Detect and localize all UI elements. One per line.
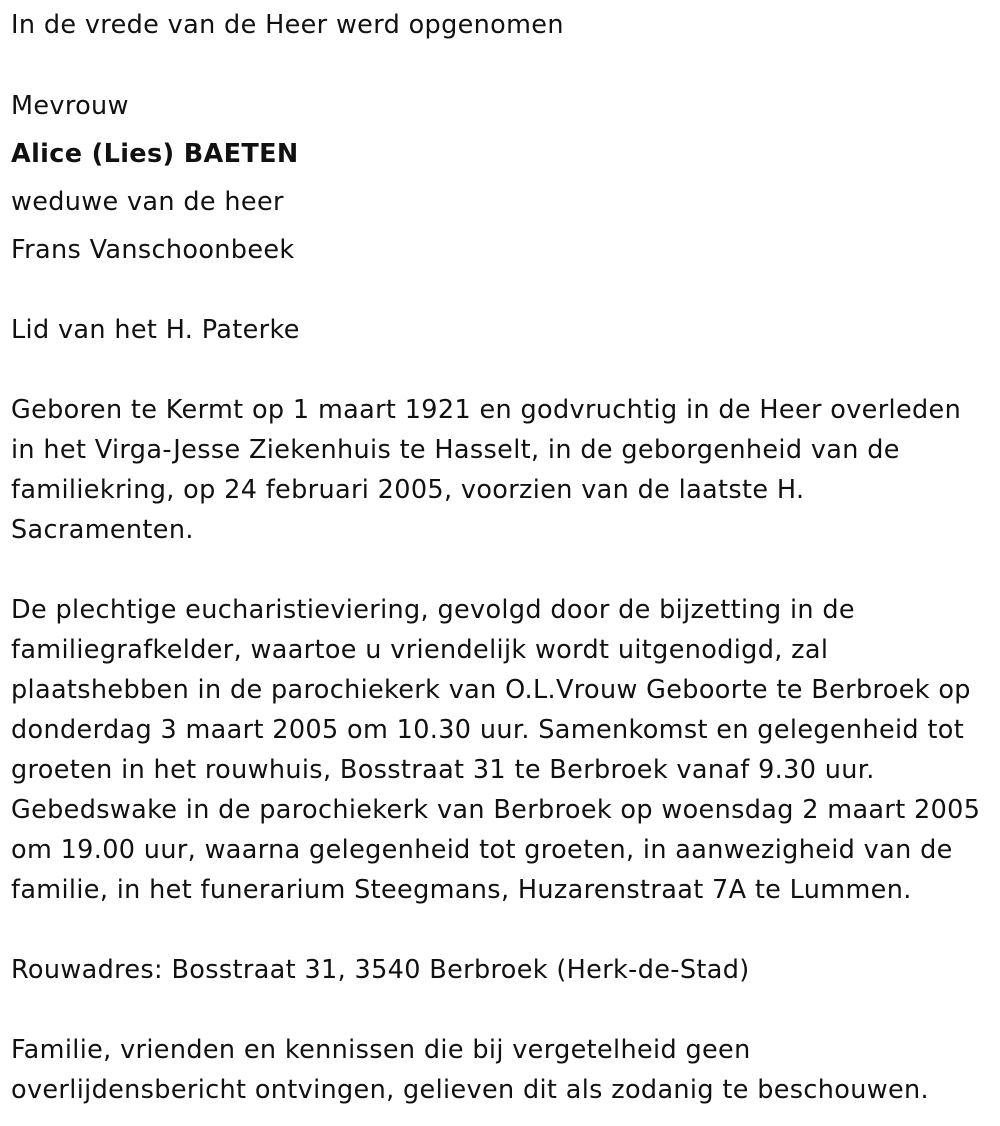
spouse-name: Frans Vanschoonbeek xyxy=(11,235,295,265)
mourning-address: Rouwadres: Bosstraat 31, 3540 Berbroek (Herk-de-Stad) xyxy=(11,955,750,985)
birth-death-line: Geboren te Kermt op 1 maart 1921 en godvruchtig in de Heer overleden xyxy=(11,395,962,425)
closing-line: Familie, vrienden en kennissen die bij vergetelheid geen xyxy=(11,1035,751,1065)
relation-text: weduwe van de heer xyxy=(11,187,284,217)
intro-text: In de vrede van de Heer werd opgenomen xyxy=(11,10,564,40)
funeral-line: De plechtige eucharistieviering, gevolgd door de bijzetting in de xyxy=(11,595,855,625)
deceased-name: Alice (Lies) BAETEN xyxy=(11,139,299,169)
birth-death-line: in het Virga-Jesse Ziekenhuis te Hasselt, in de geborgenheid van de xyxy=(11,435,900,465)
funeral-line: groeten in het rouwhuis, Bosstraat 31 te Berbroek vanaf 9.30 uur. xyxy=(11,755,875,785)
funeral-line: donderdag 3 maart 2005 om 10.30 uur. Samenkomst en gelegenheid tot xyxy=(11,715,965,745)
funeral-line: familiegrafkelder, waartoe u vriendelijk wordt uitgenodigd, zal xyxy=(11,635,829,665)
salutation: Mevrouw xyxy=(11,91,129,121)
membership-text: Lid van het H. Paterke xyxy=(11,315,300,345)
birth-death-line: familiekring, op 24 februari 2005, voorzien van de laatste H. xyxy=(11,475,805,505)
funeral-line: Gebedswake in de parochiekerk van Berbroek op woensdag 2 maart 2005 xyxy=(11,795,981,825)
funeral-line: familie, in het funerarium Steegmans, Huzarenstraat 7A te Lummen. xyxy=(11,875,912,905)
funeral-line: plaatshebben in de parochiekerk van O.L.Vrouw Geboorte te Berbroek op xyxy=(11,675,971,705)
funeral-line: om 19.00 uur, waarna gelegenheid tot groeten, in aanwezigheid van de xyxy=(11,835,953,865)
closing-line: overlijdensbericht ontvingen, gelieven dit als zodanig te beschouwen. xyxy=(11,1075,929,1105)
birth-death-line: Sacramenten. xyxy=(11,515,194,545)
